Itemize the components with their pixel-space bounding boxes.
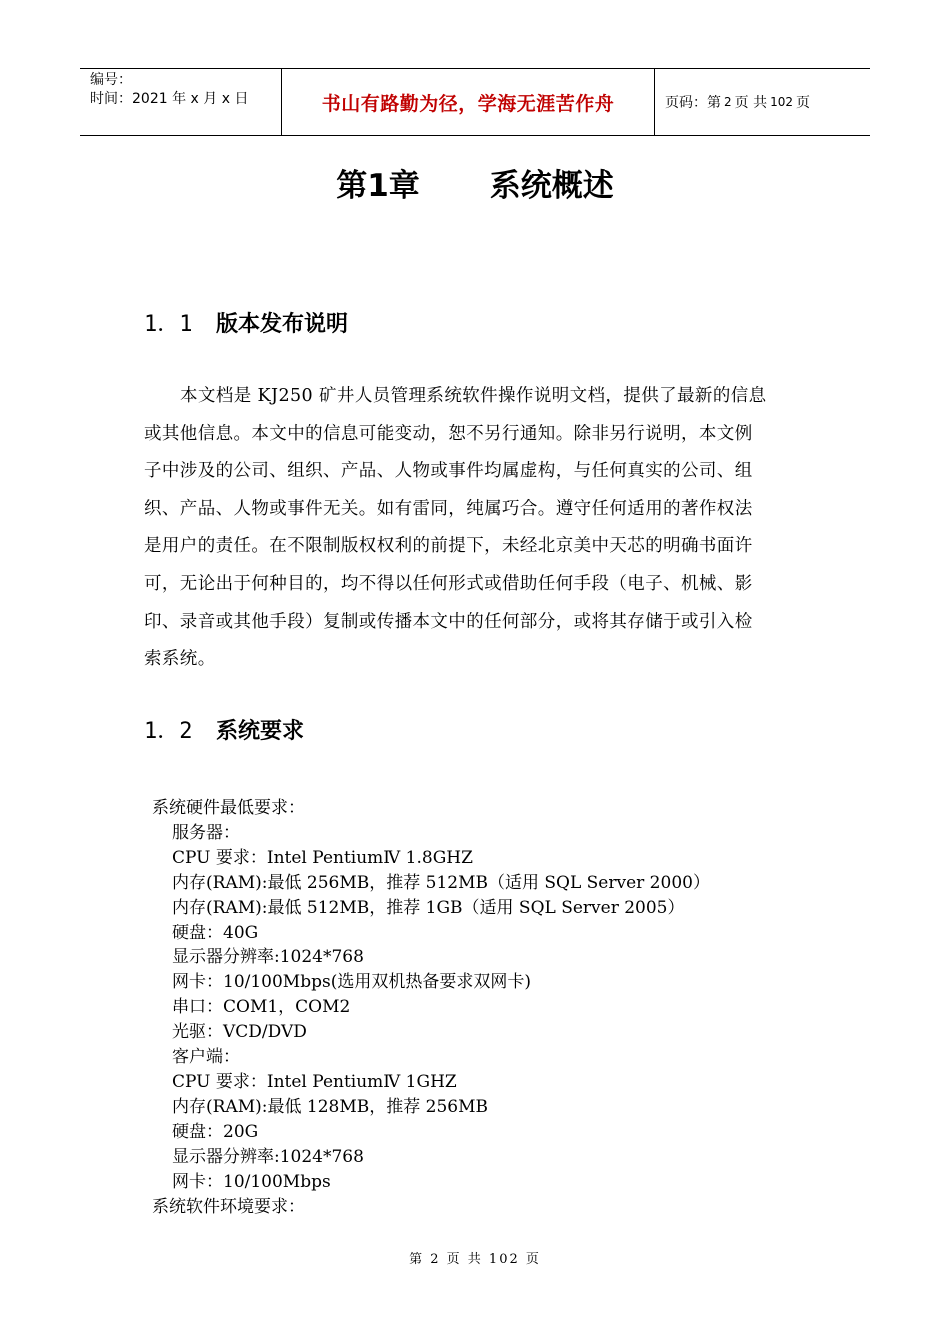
doc-number-label: 编号： bbox=[90, 72, 132, 88]
software-title: 系统软件环境要求： bbox=[152, 1196, 305, 1217]
server-req-item: 内存(RAM):最低 256MB，推荐 512MB（适用 SQL Server 2000） bbox=[172, 872, 710, 893]
paragraph-line: 印、录音或其他手段）复制或传播本文中的任何部分，或将其存储于或引入检 bbox=[144, 611, 753, 632]
server-req-item: 内存(RAM):最低 512MB，推荐 1GB（适用 SQL Server 2005） bbox=[172, 897, 685, 918]
header-meta bbox=[80, 69, 282, 135]
server-req-item: CPU 要求：Intel PentiumⅣ 1.8GHZ bbox=[172, 847, 473, 868]
section-title: 系统要求 bbox=[216, 719, 305, 744]
hardware-title: 系统硬件最低要求： bbox=[152, 798, 305, 818]
section-number: 1．1 bbox=[144, 312, 193, 337]
paragraph-line: 或其他信息。本文中的信息可能变动，恕不另行通知。除非另行说明，本文例 bbox=[144, 423, 753, 444]
page-suffix: 页 bbox=[796, 95, 810, 111]
page-prefix: 页码：第 bbox=[665, 95, 721, 111]
server-req-item: 显示器分辨率:1024*768 bbox=[172, 947, 364, 968]
client-req-item: 硬盘：20G bbox=[172, 1121, 259, 1142]
page-total: 102 bbox=[770, 95, 793, 109]
client-req-item: 内存(RAM):最低 128MB，推荐 256MB bbox=[172, 1096, 488, 1117]
header-motto-cell bbox=[282, 69, 655, 135]
paragraph-line: 织、产品、人物或事件无关。如有雷同，纯属巧合。遵守任何适用的著作权法 bbox=[144, 498, 753, 519]
chapter-title bbox=[0, 160, 950, 205]
header-page-info bbox=[655, 69, 870, 135]
client-req-item: 网卡：10/100Mbps bbox=[172, 1171, 331, 1192]
chapter-name: 系统概述 bbox=[489, 168, 614, 204]
server-req-item: 网卡：10/100Mbps(选用双机热备要求双网卡) bbox=[172, 972, 531, 993]
section-title: 版本发布说明 bbox=[216, 312, 349, 337]
server-req-item: 硬盘：40G bbox=[172, 922, 259, 943]
server-title: 服务器： bbox=[172, 822, 240, 843]
chapter-number: 第1章 bbox=[336, 168, 420, 204]
header-motto: 书山有路勤为径，学海无涯苦作舟 bbox=[321, 92, 615, 115]
server-req-item: 串口：COM1，COM2 bbox=[172, 997, 351, 1018]
page-footer: 第 2 页 共 102 页 bbox=[409, 1252, 541, 1267]
page-number: 2 bbox=[724, 95, 732, 109]
client-req-item: CPU 要求：Intel PentiumⅣ 1GHZ bbox=[172, 1071, 457, 1092]
page-mid: 页 共 bbox=[734, 95, 768, 111]
section-number: 1．2 bbox=[144, 719, 193, 744]
paragraph-line: 索系统。 bbox=[144, 649, 216, 670]
body-paragraph bbox=[144, 378, 806, 679]
paragraph-line: 子中涉及的公司、组织、产品、人物或事件均属虚构，与任何真实的公司、组 bbox=[144, 461, 753, 482]
client-title: 客户端： bbox=[172, 1047, 240, 1068]
paragraph-line: 可，无论出于何种目的，均不得以任何形式或借助任何手段（电子、机械、影 bbox=[144, 573, 753, 594]
server-req-item: 光驱：VCD/DVD bbox=[172, 1022, 307, 1043]
section-heading-2 bbox=[144, 714, 304, 745]
section-heading-1 bbox=[144, 307, 348, 338]
doc-time-label: 时间：2021 年 x 月 x 日 bbox=[90, 91, 249, 107]
paragraph-line: 是用户的责任。在不限制版权权利的前提下，未经北京美中天芯的明确书面许 bbox=[144, 536, 753, 557]
paragraph-line: 本文档是 KJ250 矿井人员管理系统软件操作说明文档，提供了最新的信息 bbox=[180, 386, 767, 406]
client-req-item: 显示器分辨率:1024*768 bbox=[172, 1146, 364, 1167]
requirements-list bbox=[152, 796, 710, 1219]
page-header bbox=[80, 68, 870, 136]
